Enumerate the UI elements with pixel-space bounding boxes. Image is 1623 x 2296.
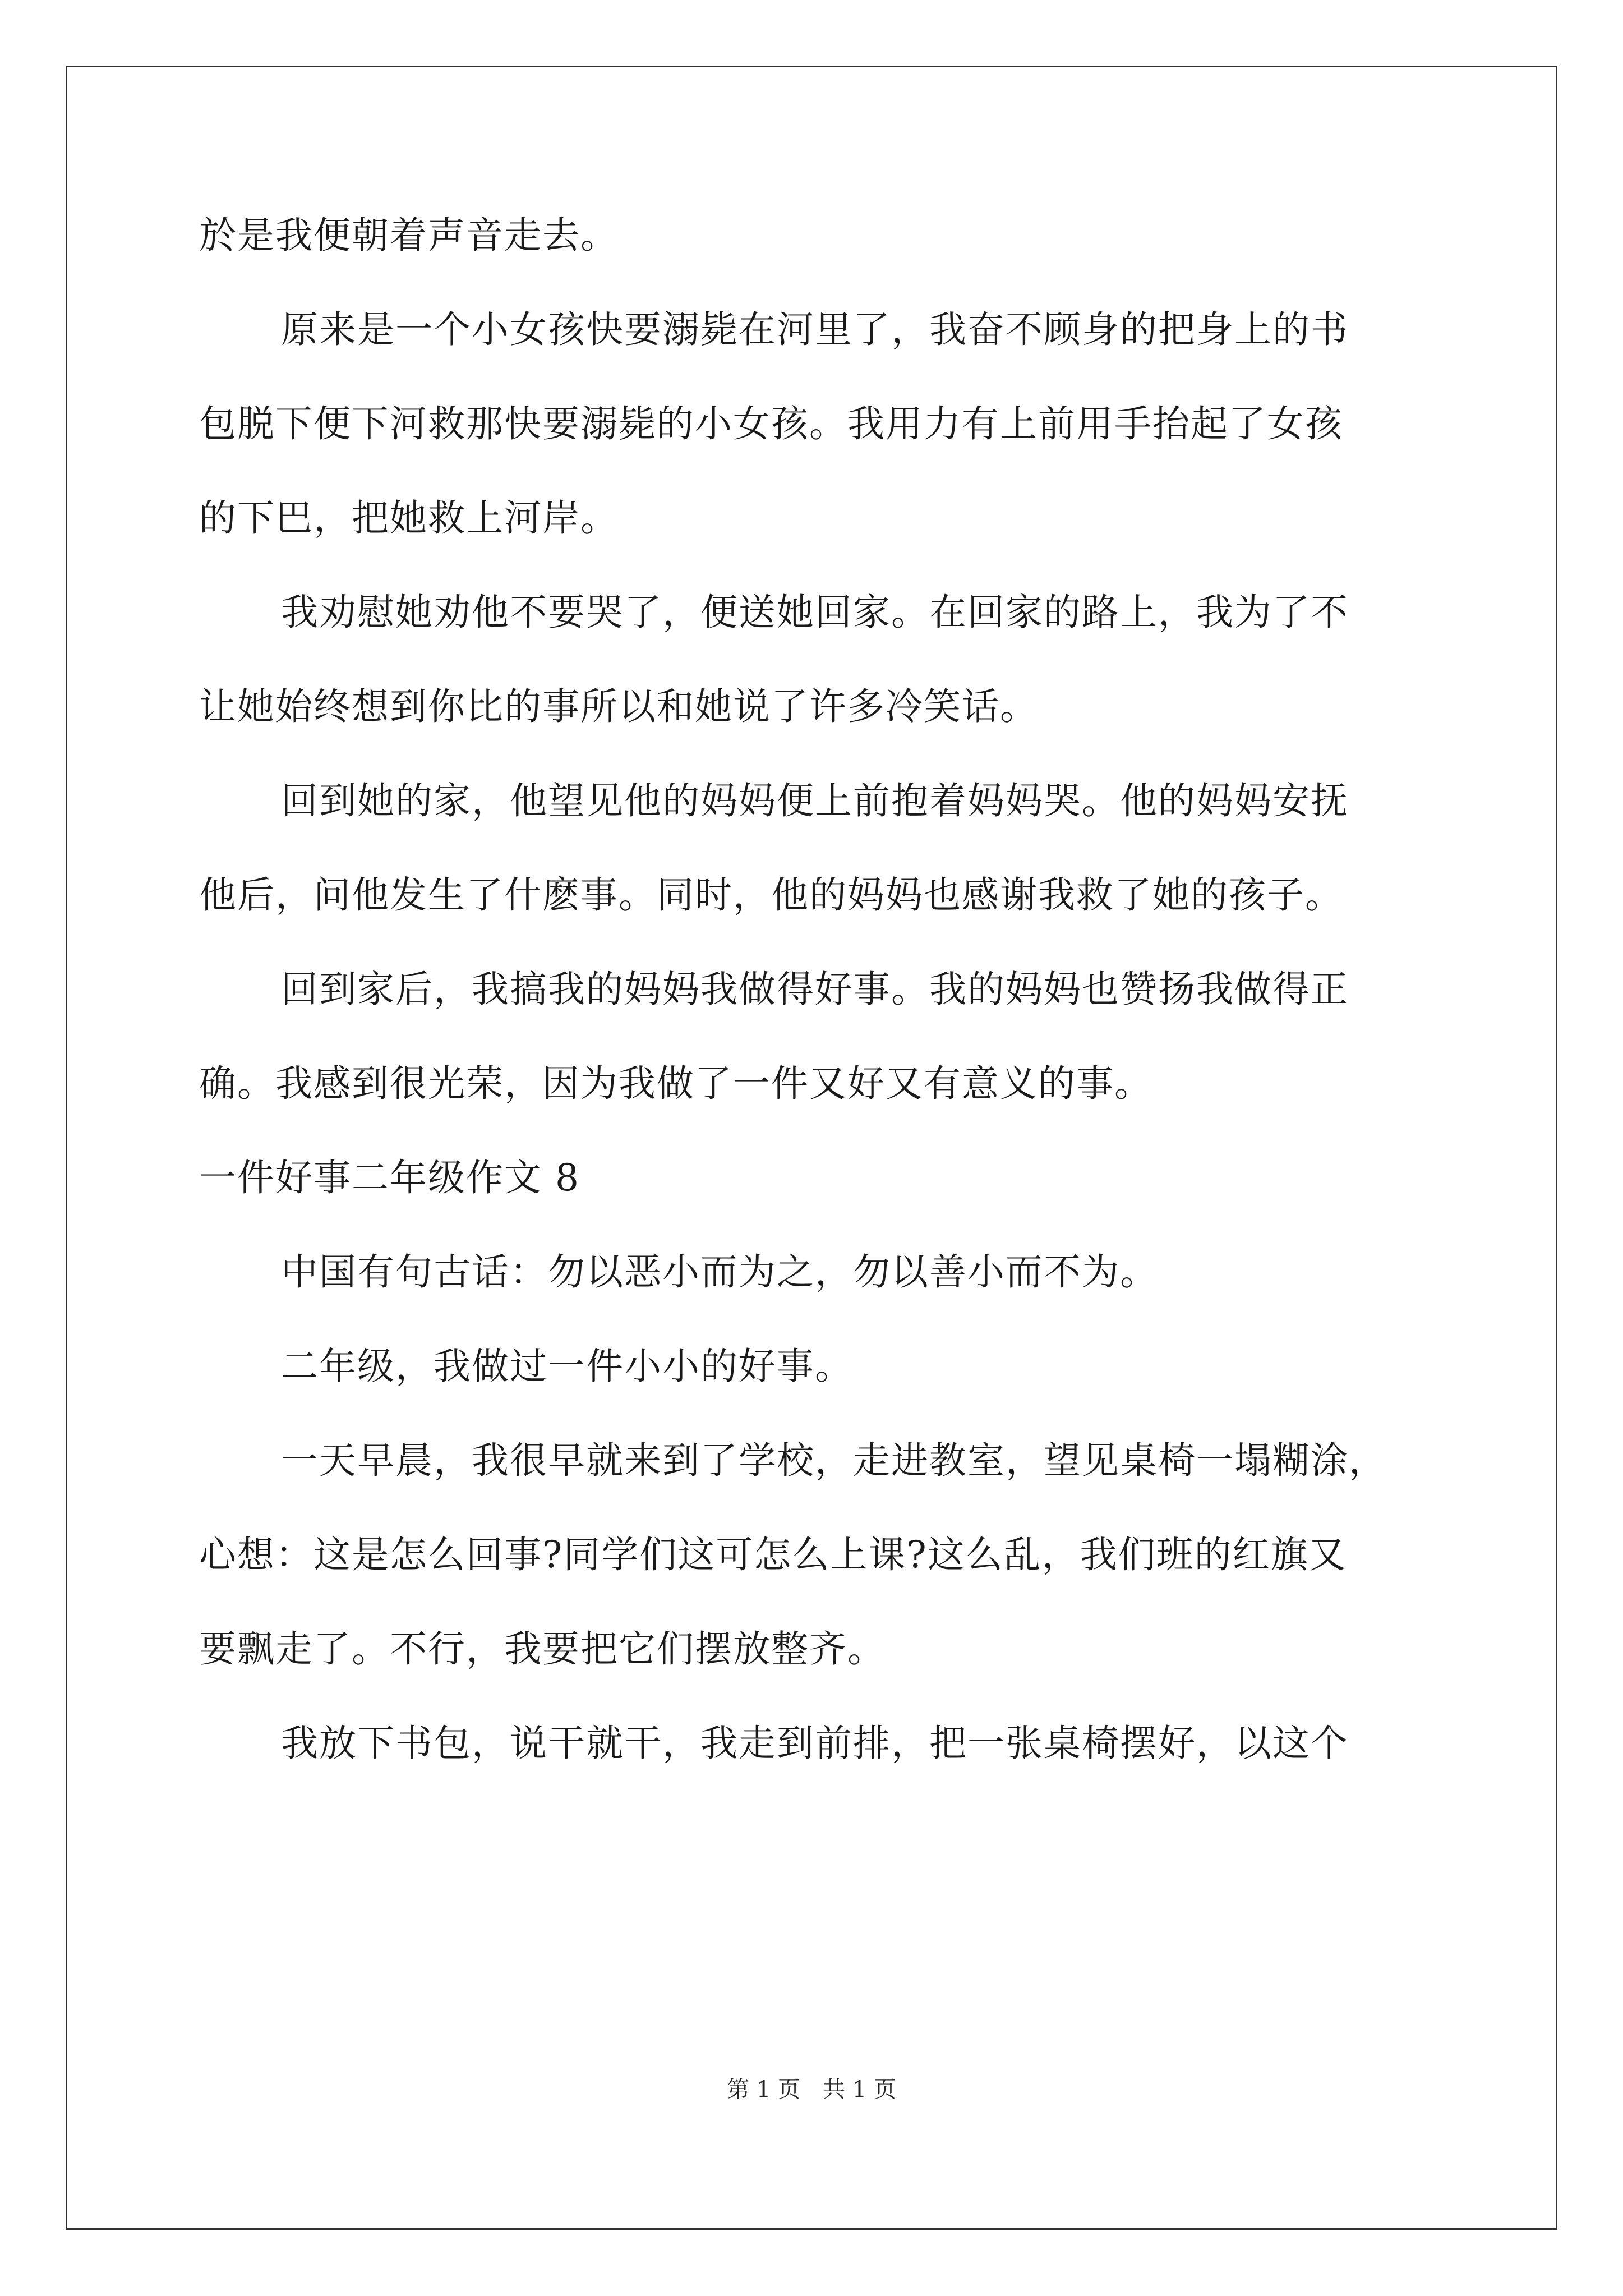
text-line: 回到她的家，他望见他的妈妈便上前抱着妈妈哭。他的妈妈安抚 bbox=[281, 779, 1349, 822]
text-line: 於是我便朝着声音走去。 bbox=[199, 214, 619, 257]
text-line: 确。我感到很光荣，因为我做了一件又好又有意义的事。 bbox=[199, 1062, 1152, 1105]
text-line: 的下巴，把她救上河岸。 bbox=[199, 496, 619, 540]
text-line: 二年级，我做过一件小小的好事。 bbox=[281, 1345, 853, 1388]
text-line: 要飘走了。不行，我要把它们摆放整齐。 bbox=[199, 1627, 886, 1671]
page-border bbox=[66, 66, 1557, 2230]
text-line: 包脱下便下河救那快要溺毙的小女孩。我用力有上前用手抬起了女孩 bbox=[199, 402, 1343, 445]
text-line: 他后，问他发生了什麽事。同时，他的妈妈也感谢我救了她的孩子。 bbox=[199, 873, 1343, 917]
text-line: 心想：这是怎么回事?同学们这可怎么上课?这么乱，我们班的红旗又 bbox=[199, 1533, 1347, 1576]
section-heading: 一件好事二年级作文 8 bbox=[199, 1156, 580, 1199]
page-footer: 第 1 页 共 1 页 bbox=[727, 2077, 896, 2102]
text-line: 中国有句古话：勿以恶小而为之，勿以善小而不为。 bbox=[281, 1250, 1158, 1294]
text-line: 原来是一个小女孩快要溺毙在河里了，我奋不顾身的把身上的书 bbox=[281, 308, 1349, 351]
text-line: 让她始终想到你比的事所以和她说了许多冷笑话。 bbox=[199, 685, 1038, 728]
text-line: 我放下书包，说干就干，我走到前排，把一张桌椅摆好，以这个 bbox=[281, 1722, 1349, 1765]
text-line: 一天早晨，我很早就来到了学校，走进教室，望见桌椅一塌糊涂， bbox=[281, 1439, 1387, 1482]
text-line: 回到家后，我搞我的妈妈我做得好事。我的妈妈也赞扬我做得正 bbox=[281, 968, 1349, 1011]
text-line: 我劝慰她劝他不要哭了，便送她回家。在回家的路上，我为了不 bbox=[281, 591, 1349, 634]
